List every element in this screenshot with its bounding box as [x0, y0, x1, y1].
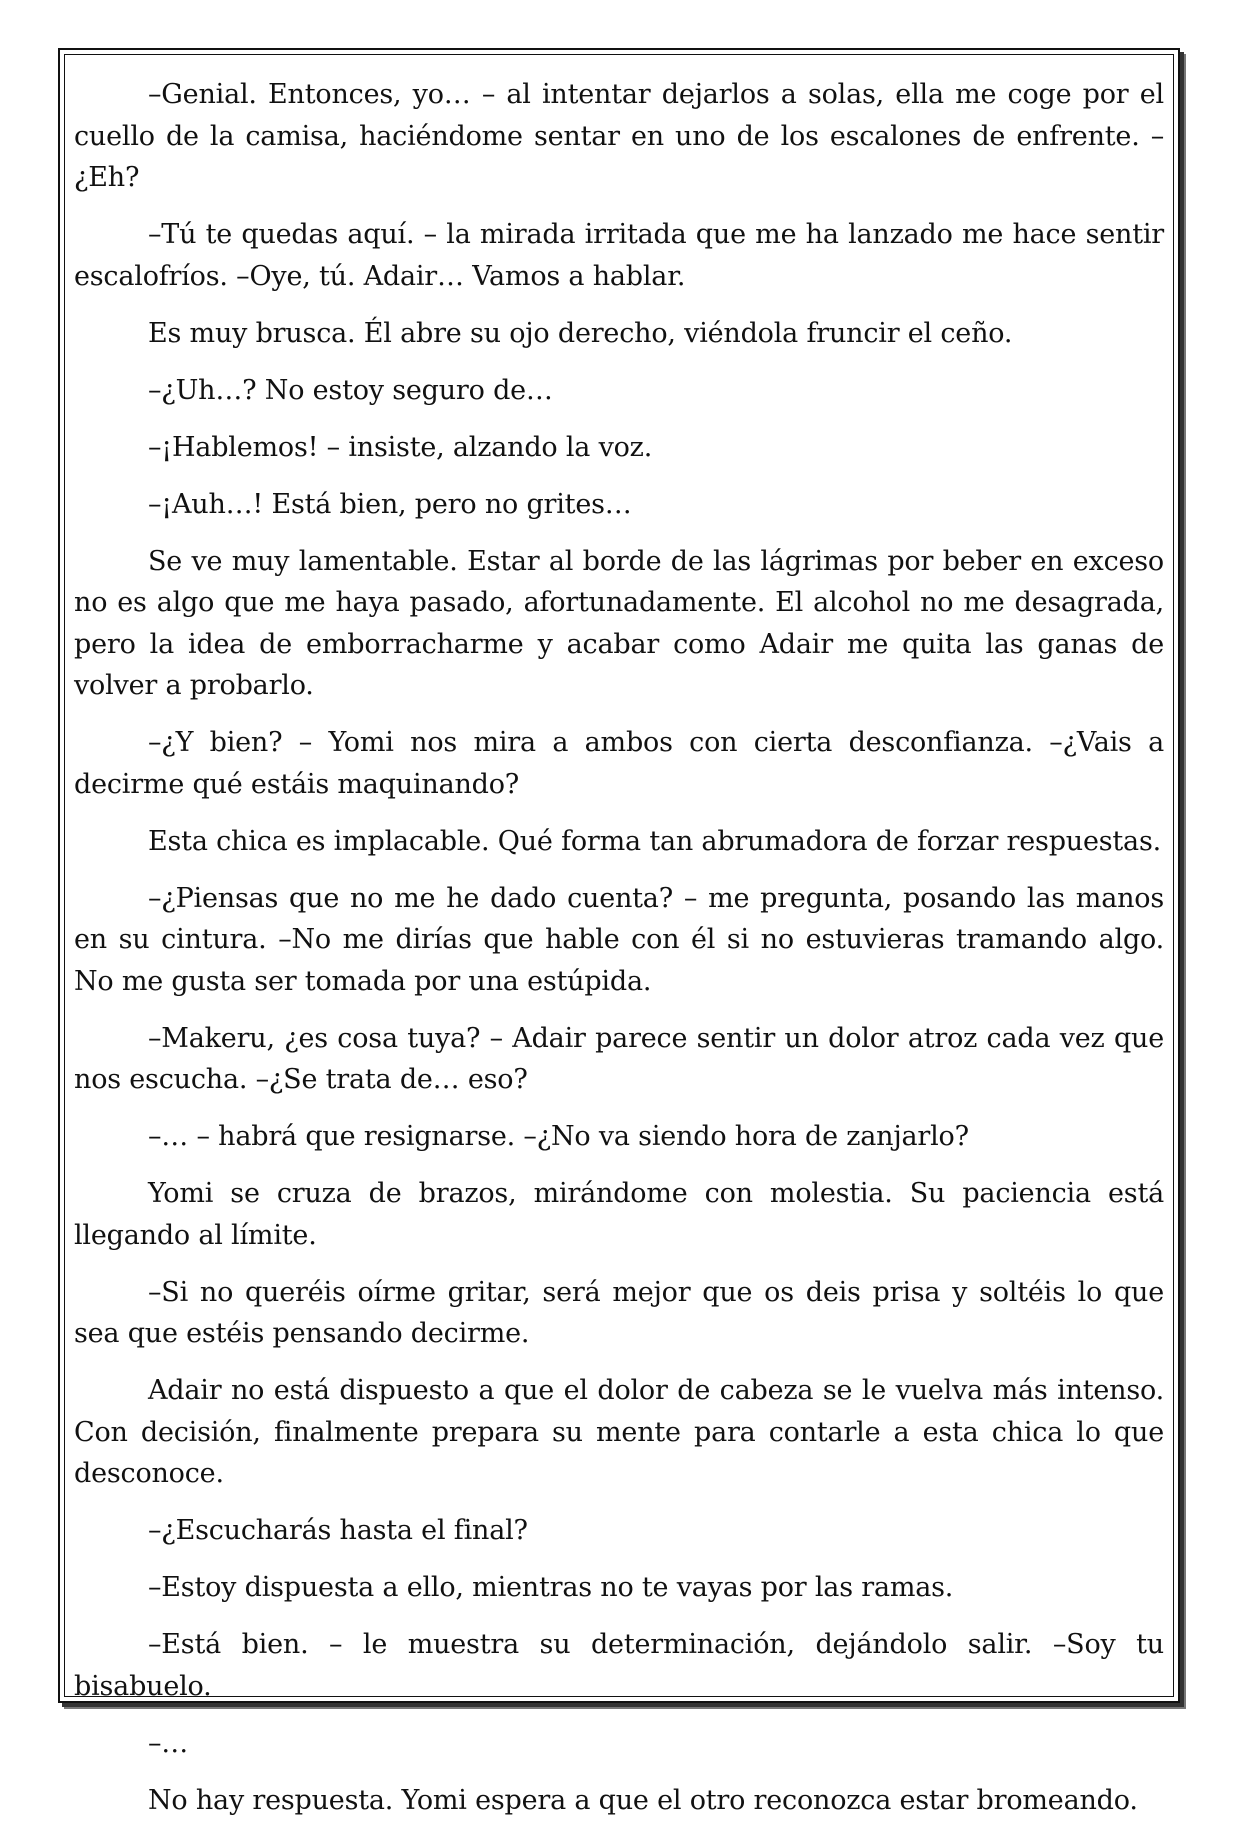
paragraph: –¡Hablemos! – insiste, alzando la voz. — [148, 431, 653, 463]
paragraph: Se ve muy lamentable. Estar al borde de las lágrimas por beber en exceso no es algo que me haya pasado, afortunadamente. El alcohol no me desagrada, pero la idea de emborracharme y acabar como Adair me quita las ganas de volver a probarlo. — [74, 545, 1164, 701]
paragraph: –Makeru, ¿es cosa tuya? – Adair parece sentir un dolor atroz cada vez que nos escucha. –¿Se trata de… eso? — [74, 1022, 1164, 1095]
paragraph: –Genial. Entonces, yo… – al intentar dejarlos a solas, ella me coge por el cuello de la camisa, haciéndome sentar en uno de los escalones de enfrente. –¿Eh? — [74, 79, 1164, 193]
page-text — [74, 74, 1164, 1837]
paragraph: –¿Uh…? No estoy seguro de… — [148, 374, 553, 406]
paragraph: –¿Y bien? – Yomi nos mira a ambos con cierta desconfianza. –¿Vais a decirme qué estáis maquinando? — [74, 727, 1164, 800]
paragraph: Yomi se cruza de brazos, mirándome con molestia. Su paciencia está llegando al límite. — [74, 1178, 1164, 1251]
paragraph: –… – habrá que resignarse. –¿No va siendo hora de zanjarlo? — [148, 1121, 969, 1152]
paragraph: –¡Auh…! Está bien, pero no grites… — [148, 488, 632, 520]
paragraph: –¿Piensas que no me he dado cuenta? – me pregunta, posando las manos en su cintura. –No me dirías que hable con él si no estuvieras tramando algo. No me gusta ser tomada por una estúpida. — [74, 882, 1164, 997]
paragraph: –Tú te quedas aquí. – la mirada irritada que me ha lanzado me hace sentir escalofríos. –Oye, tú. Adair… Vamos a hablar. — [74, 219, 1164, 292]
paragraph: –¿Escucharás hasta el final? — [148, 1515, 528, 1546]
paragraph: –Si no queréis oírme gritar, será mejor que os deis prisa y soltéis lo que sea que estéis pensando decirme. — [74, 1276, 1164, 1349]
paragraph: Esta chica es implacable. Qué forma tan abrumadora de forzar respuestas. — [148, 825, 1161, 857]
paragraph: –Está bien. – le muestra su determinación, dejándolo salir. –Soy tu bisabuelo. — [74, 1629, 1164, 1702]
paragraph: No hay respuesta. Yomi espera a que el otro reconozca estar bromeando. — [148, 1784, 1138, 1816]
paragraph: –… — [148, 1727, 189, 1759]
paragraph: Adair no está dispuesto a que el dolor de cabeza se le vuelva más intenso. Con decisión, finalmente prepara su mente para contarle a esta chica lo que desconoce. — [74, 1375, 1164, 1489]
paragraph: –Estoy dispuesta a ello, mientras no te vayas por las ramas. — [148, 1572, 954, 1603]
paragraph: Es muy brusca. Él abre su ojo derecho, viéndola fruncir el ceño. — [148, 317, 1013, 349]
